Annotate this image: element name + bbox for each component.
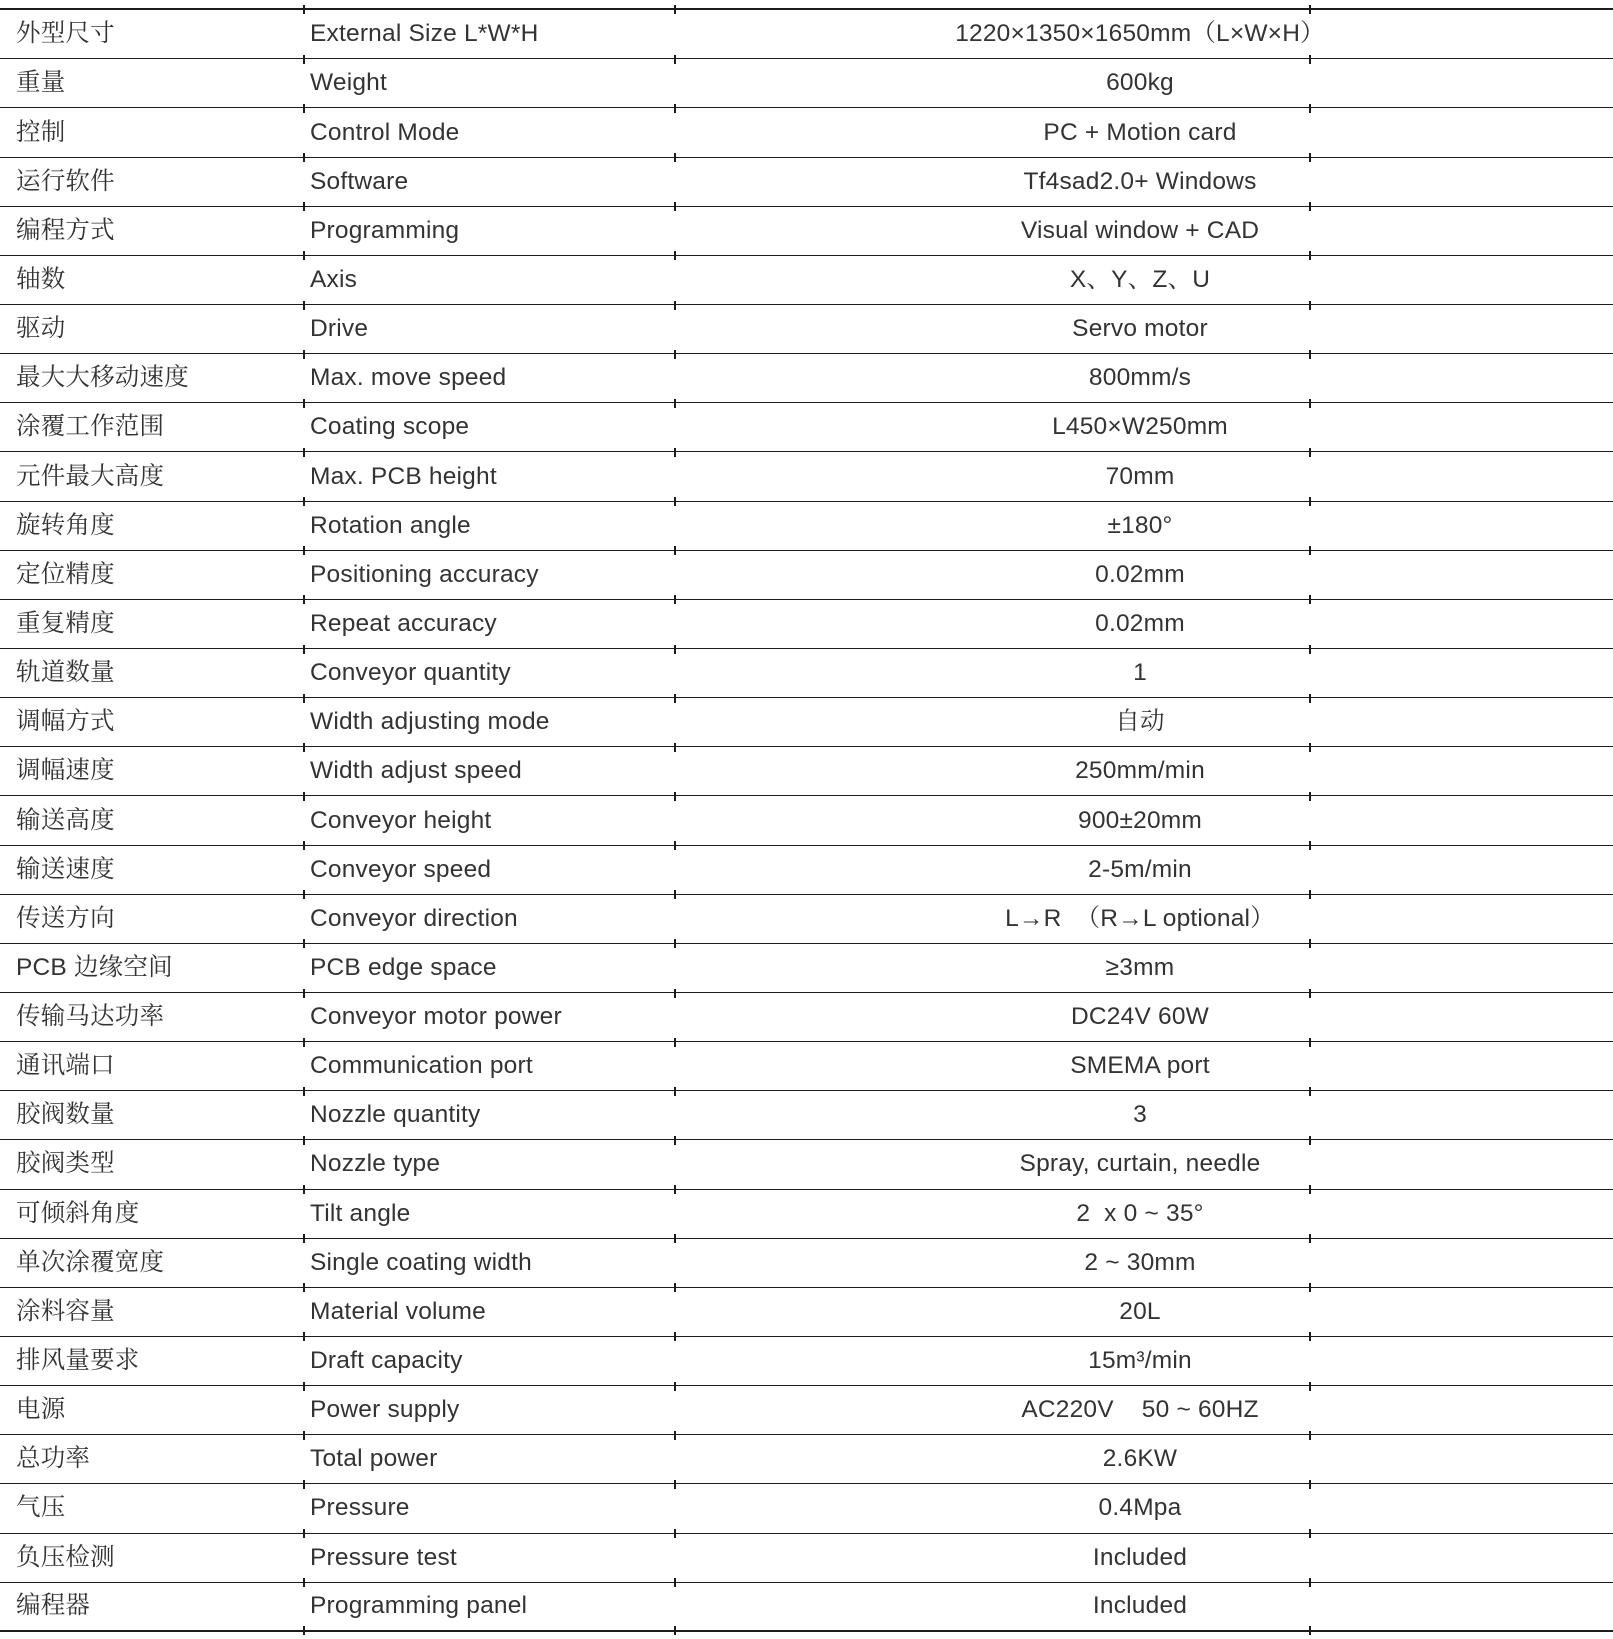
spec-label-cn: 胶阀类型 <box>16 1150 115 1178</box>
table-row <box>0 108 1613 157</box>
spec-value: 20L <box>1119 1297 1161 1325</box>
spec-label-cn: 涂料容量 <box>16 1297 115 1325</box>
spec-label-en: Positioning accuracy <box>310 560 539 588</box>
spec-table <box>0 8 1613 1632</box>
table-row <box>0 158 1613 207</box>
table-row <box>0 944 1613 993</box>
spec-value: 900±20mm <box>1078 806 1202 834</box>
table-row <box>0 1140 1613 1189</box>
table-row <box>0 1583 1613 1632</box>
spec-label-en: Conveyor quantity <box>310 658 511 686</box>
table-row <box>0 600 1613 649</box>
table-row <box>0 796 1613 845</box>
spec-label-cn: 总功率 <box>16 1445 91 1473</box>
spec-label-en: Rotation angle <box>310 511 471 539</box>
spec-label-en: Control Mode <box>310 118 460 146</box>
spec-value: SMEMA port <box>1070 1051 1210 1079</box>
table-row <box>0 1239 1613 1288</box>
spec-label-en: Programming <box>310 216 460 244</box>
spec-label-cn: 传送方向 <box>16 904 115 932</box>
table-row <box>0 698 1613 747</box>
table-row <box>0 1386 1613 1435</box>
spec-label-en: Weight <box>310 69 388 97</box>
table-row <box>0 846 1613 895</box>
table-rows <box>0 10 1613 1632</box>
spec-value: ≥3mm <box>1105 953 1175 981</box>
table-row <box>0 649 1613 698</box>
spec-value: Tf4sad2.0+ Windows <box>1023 167 1257 195</box>
spec-label-en: Conveyor height <box>310 806 492 834</box>
table-row <box>0 305 1613 354</box>
spec-value: 0.02mm <box>1095 560 1185 588</box>
table-row <box>0 1534 1613 1583</box>
table-row <box>0 502 1613 551</box>
spec-label-cn: 通讯端口 <box>16 1051 115 1079</box>
spec-label-cn: 定位精度 <box>16 560 115 588</box>
spec-label-cn: 旋转角度 <box>16 511 115 539</box>
spec-label-en: Conveyor motor power <box>310 1002 562 1030</box>
spec-label-cn: 输送高度 <box>16 806 115 834</box>
spec-value: 3 <box>1133 1101 1147 1129</box>
spec-label-en: Axis <box>310 265 358 293</box>
spec-value: X、Y、Z、U <box>1069 265 1211 293</box>
spec-value: 1 <box>1133 658 1147 686</box>
spec-label-cn: 驱动 <box>16 314 66 342</box>
spec-value: Servo motor <box>1072 314 1208 342</box>
spec-value: Included <box>1092 1543 1188 1571</box>
spec-value: AC220V 50 ~ 60HZ <box>1021 1395 1259 1423</box>
spec-value: 15m³/min <box>1088 1346 1192 1374</box>
spec-label-cn: 电源 <box>16 1395 66 1423</box>
spec-label-en: External Size L*W*H <box>310 20 539 47</box>
spec-value: 2 x 0 ~ 35° <box>1076 1199 1204 1227</box>
spec-value: 250mm/min <box>1075 757 1205 785</box>
spec-label-cn: 编程器 <box>16 1592 91 1619</box>
spec-label-cn: 重复精度 <box>16 609 115 637</box>
spec-value: 1220×1350×1650mm（L×W×H） <box>955 20 1325 47</box>
table-row <box>0 1484 1613 1533</box>
spec-label-en: Conveyor direction <box>310 904 518 932</box>
spec-label-cn: 编程方式 <box>16 216 115 244</box>
spec-value: Spray, curtain, needle <box>1019 1150 1261 1178</box>
spec-label-en: Nozzle quantity <box>310 1101 481 1129</box>
spec-value: DC24V 60W <box>1071 1002 1209 1030</box>
table-row <box>0 747 1613 796</box>
spec-label-en: Width adjusting mode <box>310 707 550 735</box>
spec-label-en: Total power <box>310 1445 438 1473</box>
spec-label-cn: 输送速度 <box>16 855 115 883</box>
spec-label-cn: 元件最大高度 <box>16 462 165 490</box>
spec-value: 70mm <box>1105 462 1175 490</box>
spec-label-en: Tilt angle <box>310 1199 411 1227</box>
spec-label-cn: 单次涂覆宽度 <box>16 1248 165 1276</box>
table-row <box>0 59 1613 108</box>
table-row <box>0 1337 1613 1386</box>
spec-label-en: Pressure test <box>310 1543 457 1571</box>
spec-label-en: Single coating width <box>310 1248 532 1276</box>
spec-label-en: Width adjust speed <box>310 757 522 785</box>
spec-value: 2 ~ 30mm <box>1084 1248 1196 1276</box>
spec-value: Visual window + CAD <box>1020 216 1260 244</box>
column-divider-tick <box>1309 1626 1311 1635</box>
spec-label-cn: 控制 <box>16 118 66 146</box>
table-row <box>0 1091 1613 1140</box>
spec-label-cn: 排风量要求 <box>16 1346 140 1374</box>
spec-label-cn: 轴数 <box>16 265 66 293</box>
spec-value: PC + Motion card <box>1043 118 1237 146</box>
spec-label-cn: 胶阀数量 <box>16 1101 115 1129</box>
table-row <box>0 403 1613 452</box>
spec-label-cn: 可倾斜角度 <box>16 1199 140 1227</box>
spec-label-cn: 运行软件 <box>16 167 115 195</box>
spec-label-en: Conveyor speed <box>310 855 492 883</box>
spec-label-en: Drive <box>310 314 369 342</box>
spec-value: 2.6KW <box>1102 1445 1178 1473</box>
spec-label-en: Pressure <box>310 1494 410 1522</box>
spec-value: L→R （R→L optional） <box>1005 904 1275 932</box>
spec-label-en: Max. PCB height <box>310 462 497 490</box>
spec-value: 800mm/s <box>1088 363 1192 391</box>
table-row <box>0 1288 1613 1337</box>
table-row <box>0 551 1613 600</box>
table-row <box>0 993 1613 1042</box>
spec-label-en: Software <box>310 167 409 195</box>
spec-label-en: Nozzle type <box>310 1150 441 1178</box>
column-divider-tick <box>303 1626 305 1635</box>
spec-value: 600kg <box>1106 69 1174 97</box>
spec-value: 2-5m/min <box>1088 855 1192 883</box>
spec-value: ±180° <box>1107 511 1173 539</box>
spec-label-cn: 轨道数量 <box>16 658 115 686</box>
table-row <box>0 10 1613 59</box>
spec-label-en: Material volume <box>310 1297 486 1325</box>
spec-label-en: Programming panel <box>310 1592 528 1619</box>
spec-label-en: Coating scope <box>310 413 470 441</box>
spec-value: 自动 <box>1115 707 1165 735</box>
spec-label-en: Power supply <box>310 1395 460 1423</box>
table-row <box>0 256 1613 305</box>
spec-label-en: PCB edge space <box>310 953 497 981</box>
spec-label-cn: 涂覆工作范围 <box>16 413 165 441</box>
table-row <box>0 452 1613 501</box>
spec-label-en: Max. move speed <box>310 363 507 391</box>
spec-label-cn: 调幅速度 <box>16 757 115 785</box>
spec-label-cn: 气压 <box>16 1494 66 1522</box>
spec-value: 0.4Mpa <box>1098 1494 1182 1522</box>
spec-value: Included <box>1092 1592 1188 1619</box>
table-row <box>0 1042 1613 1091</box>
spec-label-cn: 传输马达功率 <box>16 1002 165 1030</box>
spec-label-cn: 负压检测 <box>16 1543 115 1571</box>
table-row <box>0 354 1613 403</box>
spec-label-cn: 调幅方式 <box>16 707 115 735</box>
spec-label-cn: 重量 <box>16 69 66 97</box>
spec-value: L450×W250mm <box>1052 413 1228 441</box>
spec-label-cn: 最大大移动速度 <box>16 363 189 391</box>
spec-label-en: Communication port <box>310 1051 533 1079</box>
spec-value: 0.02mm <box>1095 609 1185 637</box>
table-row <box>0 895 1613 944</box>
column-divider-tick <box>674 1626 676 1635</box>
spec-label-en: Draft capacity <box>310 1346 463 1374</box>
table-row <box>0 1435 1613 1484</box>
spec-label-cn: 外型尺寸 <box>16 20 115 47</box>
spec-label-en: Repeat accuracy <box>310 609 497 637</box>
table-row <box>0 1190 1613 1239</box>
table-row <box>0 207 1613 256</box>
spec-label-cn: PCB 边缘空间 <box>16 953 173 981</box>
